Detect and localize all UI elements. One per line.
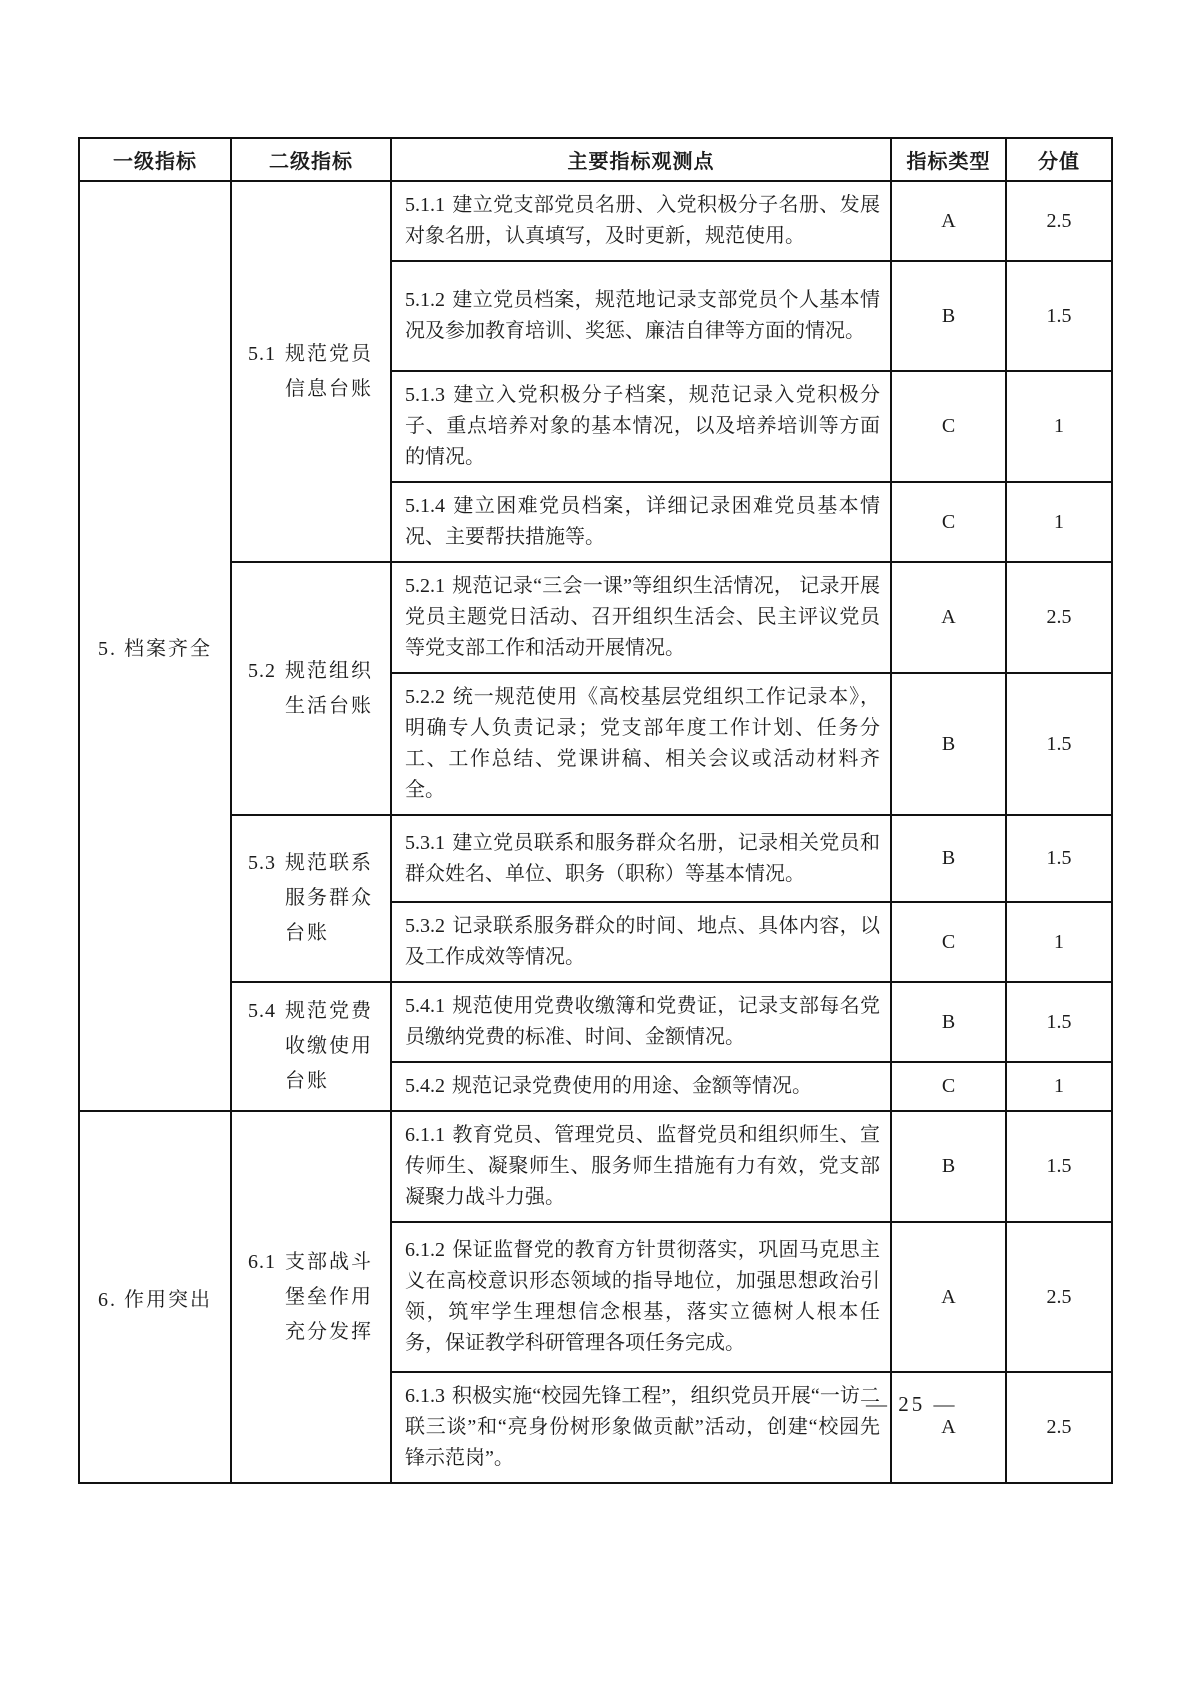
observation-cell (391, 1062, 891, 1111)
type-cell: C (891, 482, 1006, 562)
observation-cell (391, 371, 891, 482)
score-cell: 2.5 (1006, 1222, 1112, 1372)
type-cell: B (891, 261, 1006, 371)
observation-number: 5.2.1 (405, 575, 445, 597)
page-number: — 25 — (866, 1392, 958, 1416)
score-cell: 2.5 (1006, 562, 1112, 673)
score-cell: 1 (1006, 1062, 1112, 1111)
level2-number: 5.3 (248, 852, 276, 874)
header-level2: 二级指标 (231, 138, 391, 181)
observation-cell (391, 562, 891, 673)
observation-number: 5.1.2 (405, 289, 445, 311)
score-cell: 1 (1006, 482, 1112, 562)
observation-cell (391, 673, 891, 815)
level2-cell (231, 982, 391, 1111)
score-cell: 2.5 (1006, 1372, 1112, 1483)
level2-label: 规范党费收缴使用台账 (285, 1000, 373, 1092)
type-cell: B (891, 1111, 1006, 1222)
table-row (79, 815, 1112, 902)
observation-text: 积极实施“校园先锋工程”，组织党员开展“一访二联三谈”和“亮身份树形象做贡献”活动，创建“校园先锋示范岗”。 (405, 1385, 880, 1469)
level2-number: 5.2 (248, 659, 276, 682)
observation-text: 建立党员联系和服务群众名册，记录相关党员和群众姓名、单位、职务（职称）等基本情况。 (405, 831, 880, 885)
level2-cell (231, 1111, 391, 1483)
observation-cell (391, 1222, 891, 1372)
level2-cell (231, 815, 391, 982)
header-observation: 主要指标观测点 (391, 138, 891, 181)
table-row (79, 562, 1112, 673)
type-cell: A (891, 1372, 1006, 1483)
table-row (79, 181, 1112, 261)
level2-label: 规范党员信息台账 (285, 342, 373, 400)
table-row (79, 1111, 1112, 1222)
type-cell: A (891, 562, 1006, 673)
observation-cell (391, 181, 891, 261)
observation-number: 5.1.1 (405, 194, 445, 216)
score-cell: 1 (1006, 902, 1112, 982)
observation-cell (391, 1111, 891, 1222)
table-header-row (79, 138, 1112, 181)
score-cell: 1.5 (1006, 673, 1112, 815)
level2-number: 5.4 (248, 1000, 276, 1022)
observation-text: 记录联系服务群众的时间、地点、具体内容，以及工作成效等情况。 (405, 915, 880, 968)
observation-cell (391, 482, 891, 562)
header-level1: 一级指标 (79, 138, 231, 181)
level2-cell (231, 181, 391, 562)
type-cell: B (891, 815, 1006, 902)
score-cell: 1 (1006, 371, 1112, 482)
level2-label: 支部战斗堡垒作用充分发挥 (285, 1250, 373, 1343)
observation-number: 5.1.4 (405, 495, 445, 517)
observation-cell (391, 261, 891, 371)
observation-text: 建立党支部党员名册、入党积极分子名册、发展对象名册，认真填写，及时更新，规范使用。 (405, 194, 880, 247)
observation-text: 建立入党积极分子档案，规范记录入党积极分子、重点培养对象的基本情况，以及培养培训等方面的情况。 (405, 384, 880, 468)
observation-number: 5.4.2 (405, 1075, 445, 1097)
observation-number: 5.1.3 (405, 384, 445, 406)
type-cell: B (891, 673, 1006, 815)
type-cell: C (891, 1062, 1006, 1111)
observation-number: 5.2.2 (405, 686, 445, 708)
score-cell: 2.5 (1006, 181, 1112, 261)
observation-number: 5.4.1 (405, 995, 445, 1017)
level2-label: 规范联系服务群众台账 (285, 852, 373, 944)
type-cell: C (891, 371, 1006, 482)
type-cell: A (891, 181, 1006, 261)
observation-cell (391, 902, 891, 982)
observation-cell (391, 982, 891, 1062)
level1-cell: 6. 作用突出 (79, 1111, 231, 1483)
indicator-table (78, 137, 1113, 1484)
level2-number: 5.1 (248, 342, 276, 365)
score-cell: 1.5 (1006, 815, 1112, 902)
observation-text: 规范记录党费使用的用途、金额等情况。 (452, 1075, 812, 1097)
score-cell: 1.5 (1006, 261, 1112, 371)
observation-number: 6.1.2 (405, 1239, 445, 1261)
observation-text: 规范使用党费收缴簿和党费证，记录支部每名党员缴纳党费的标准、时间、金额情况。 (405, 995, 880, 1048)
observation-number: 6.1.1 (405, 1124, 445, 1146)
header-score: 分值 (1006, 138, 1112, 181)
type-cell: B (891, 982, 1006, 1062)
score-cell: 1.5 (1006, 1111, 1112, 1222)
observation-text: 保证监督党的教育方针贯彻落实，巩固马克思主义在高校意识形态领域的指导地位，加强思想政治引领，筑牢学生理想信念根基，落实立德树人根本任务，保证教学科研管理各项任务完成。 (405, 1239, 880, 1354)
type-cell: A (891, 1222, 1006, 1372)
observation-text: 统一规范使用《高校基层党组织工作记录本》，明确专人负责记录；党支部年度工作计划、任务分工、工作总结、党课讲稿、相关会议或活动材料齐全。 (405, 686, 880, 801)
score-cell: 1.5 (1006, 982, 1112, 1062)
observation-cell (391, 1372, 891, 1483)
observation-text: 教育党员、管理党员、监督党员和组织师生、宣传师生、凝聚师生、服务师生措施有力有效，党支部凝聚力战斗力强。 (405, 1124, 880, 1208)
observation-number: 5.3.2 (405, 915, 445, 937)
level2-number: 6.1 (248, 1250, 276, 1273)
level2-cell (231, 562, 391, 815)
level2-label: 规范组织生活台账 (285, 659, 373, 717)
observation-text: 建立困难党员档案，详细记录困难党员基本情况、主要帮扶措施等。 (405, 495, 880, 548)
observation-number: 6.1.3 (405, 1385, 445, 1407)
observation-cell (391, 815, 891, 902)
header-type: 指标类型 (891, 138, 1006, 181)
type-cell: C (891, 902, 1006, 982)
table-row (79, 982, 1112, 1062)
observation-text: 规范记录“三会一课”等组织生活情况， 记录开展党员主题党日活动、召开组织生活会、民主评议党员等党支部工作和活动开展情况。 (405, 575, 880, 659)
level1-cell: 5. 档案齐全 (79, 181, 231, 1111)
observation-text: 建立党员档案，规范地记录支部党员个人基本情况及参加教育培训、奖惩、廉洁自律等方面的情况。 (405, 289, 880, 342)
observation-number: 5.3.1 (405, 831, 445, 854)
